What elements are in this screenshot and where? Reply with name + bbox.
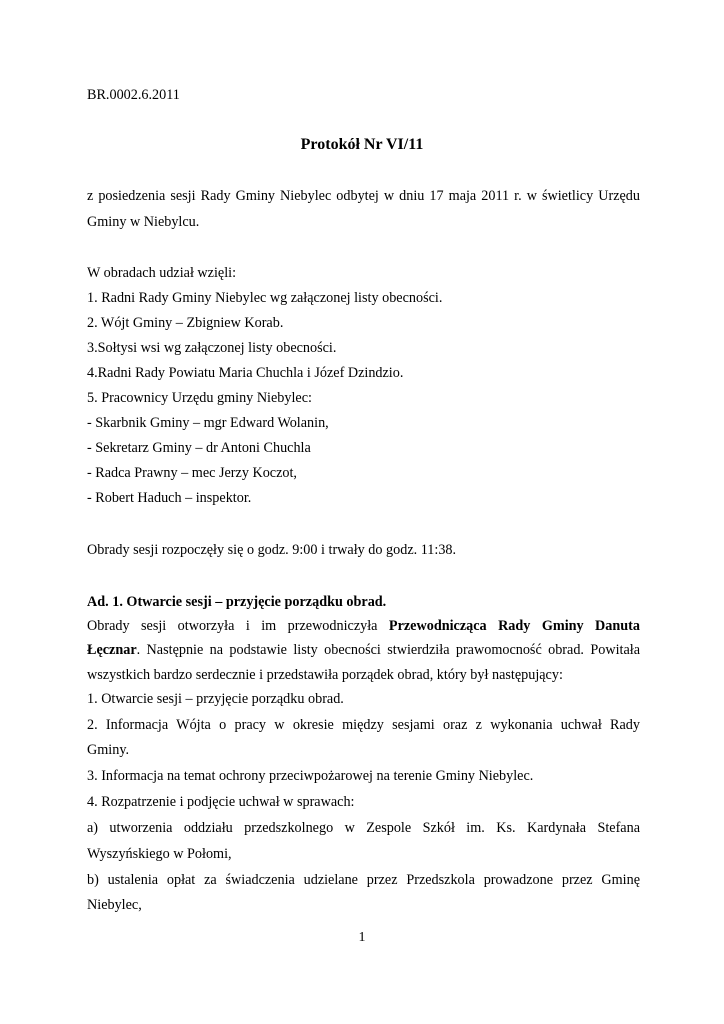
agenda-item: 2. Informacja Wójta o pracy w okresie między sesjami oraz z wykonania uchwał Rady xyxy=(87,717,640,733)
intro-line-2: Gminy w Niebylcu. xyxy=(87,214,200,230)
agenda-item: 3. Informacja na temat ochrony przeciwpożarowej na terenie Gminy Niebylec. xyxy=(87,768,534,784)
session-time: Obrady sesji rozpoczęły się o godz. 9:00 i trwały do godz. 11:38. xyxy=(87,542,457,558)
chairperson-surname: Łęcznar xyxy=(87,642,137,658)
attendee-line: 1. Radni Rady Gminy Niebylec wg załączonej listy obecności. xyxy=(87,290,443,306)
agenda-subitem: b) ustalenia opłat za świadczenia udzielane przez Przedszkola prowadzone przez Gminę xyxy=(87,872,640,888)
agenda-subitem-continued: Niebylec, xyxy=(87,897,142,913)
attendee-line: - Sekretarz Gminy – dr Antoni Chuchla xyxy=(87,440,311,456)
agenda-subitem-continued: Wyszyńskiego w Połomi, xyxy=(87,846,232,862)
attendee-line: 3.Sołtysi wsi wg załączonej listy obecności. xyxy=(87,340,337,356)
document-title: Protokół Nr VI/11 xyxy=(300,136,424,153)
agenda-subitem: a) utworzenia oddziału przedszkolnego w Zespole Szkół im. Ks. Kardynała Stefana xyxy=(87,820,640,836)
attendee-line: 4.Radni Rady Powiatu Maria Chuchla i Józef Dzindzio. xyxy=(87,365,404,381)
ad1-line-3: wszystkich bardzo serdecznie i przedstawiła porządek obrad, który był następujący: xyxy=(87,667,563,683)
attendees-heading: W obradach udział wzięli: xyxy=(87,265,237,281)
agenda-item-continued: Gminy. xyxy=(87,742,130,758)
ad1-line-2-plain: . Następnie na podstawie listy obecności stwierdziła prawomocność obrad. Powitała xyxy=(136,642,640,658)
ad1-line-2 xyxy=(87,641,640,659)
ad1-line-1-plain: Obrady sesji otworzyła i im przewodniczyła xyxy=(87,618,378,634)
page-number: 1 xyxy=(358,930,366,945)
chairperson-name-part: Przewodnicząca Rady Gminy Danuta xyxy=(388,618,640,634)
ad1-line-1 xyxy=(87,617,640,635)
attendee-line: - Skarbnik Gminy – mgr Edward Wolanin, xyxy=(87,415,329,431)
agenda-item: 4. Rozpatrzenie i podjęcie uchwał w sprawach: xyxy=(87,794,355,810)
agenda-item: 1. Otwarcie sesji – przyjęcie porządku obrad. xyxy=(87,691,344,707)
attendee-line: - Robert Haduch – inspektor. xyxy=(87,490,252,506)
intro-line-1: z posiedzenia sesji Rady Gminy Niebylec odbytej w dniu 17 maja 2011 r. w świetlicy Urzędu xyxy=(87,188,640,204)
ad1-heading: Ad. 1. Otwarcie sesji – przyjęcie porządku obrad. xyxy=(87,594,387,610)
attendee-line: - Radca Prawny – mec Jerzy Koczot, xyxy=(87,465,297,481)
attendee-line: 5. Pracownicy Urzędu gminy Niebylec: xyxy=(87,390,312,406)
document-reference: BR.0002.6.2011 xyxy=(87,87,180,103)
attendee-line: 2. Wójt Gminy – Zbigniew Korab. xyxy=(87,315,284,331)
